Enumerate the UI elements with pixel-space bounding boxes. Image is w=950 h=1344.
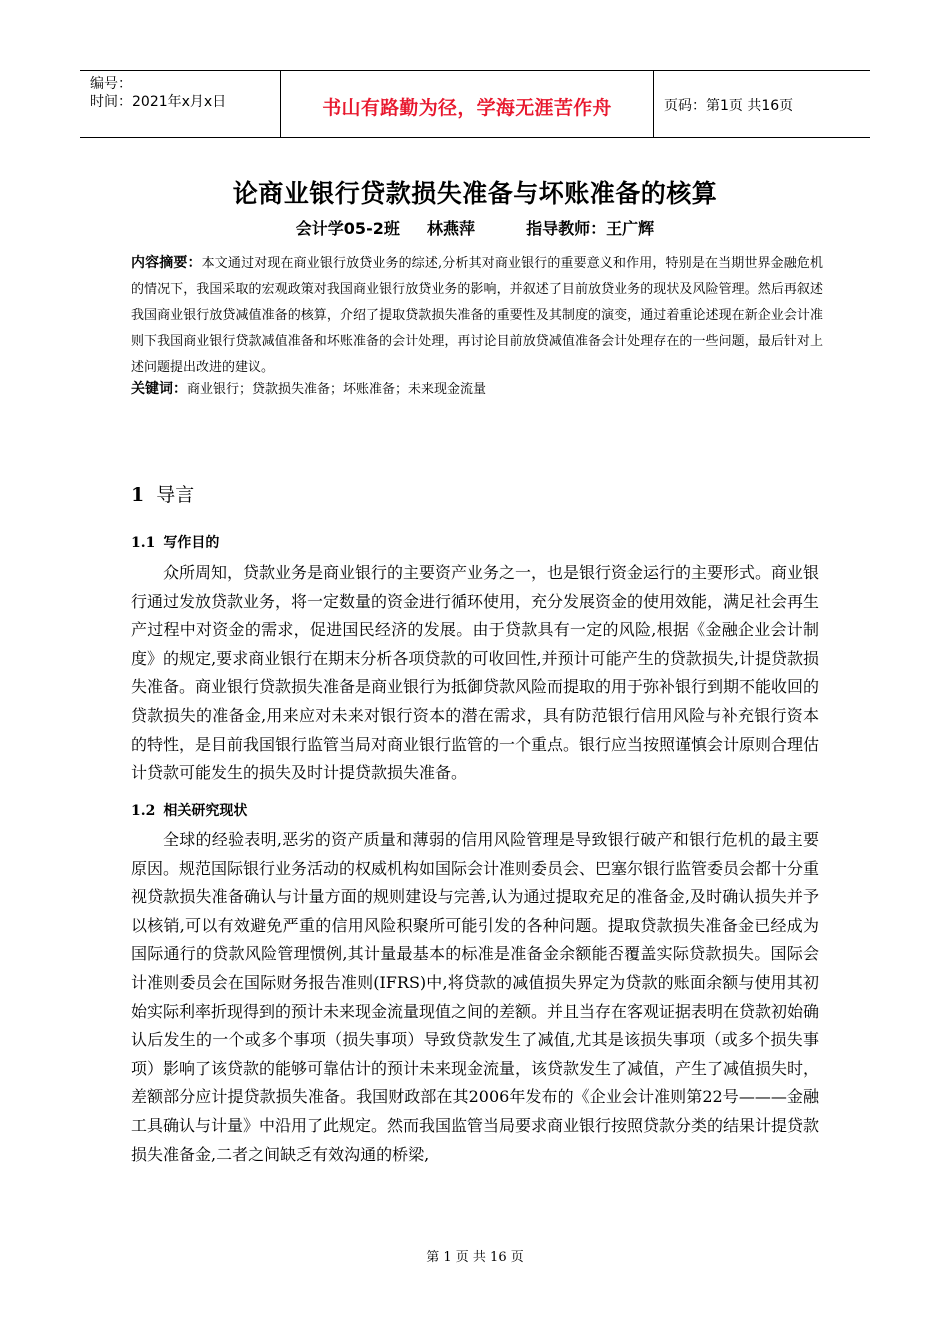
paragraph: 全球的经验表明,恶劣的资产质量和薄弱的信用风险管理是导致银行破产和银行危机的最主要原因。规范国际银行业务活动的权威机构如国际会计准则委员会、巴塞尔银行监管委员会都十分重视贷款损失准备确认与计量方面的规则建设与完善,认为通过提取充足的准备金,及时确认损失并予以核销,可以有效避免严重的信用风险积聚所可能引发的各种问题。提取贷款损失准备金已经成为国际通行的贷款风险管理惯例,其计量最基本的标准是准备金余额能否覆盖实际贷款损失。国际会计准则委员会在国际财务报告准则(IFRS)中,将贷款的减值损失界定为贷款的账面余额与使用其初始实际利率折现得到的预计未来现金流量现值之间的差额。并且当存在客观证据表明在贷款初始确认后发生的一个或多个事项（损失事项）导致贷款发生了减值,尤其是该损失事项（或多个损失事项）影响了该贷款的能够可靠估计的预计未来现金流量，该贷款发生了减值，产生了减值损失时，差额部分应计提贷款损失准备。我国财政部在其2006年发布的《企业会计准则第22号———金融工具确认与计量》中沿用了此规定。然而我国监管当局要求商业银行按照贷款分类的结果计提贷款损失准备金,二者之间缺乏有效沟通的桥梁, (131, 830, 820, 1164)
header-right-cell (654, 71, 870, 137)
subsection-title: 写作目的 (163, 535, 220, 551)
paragraph: 众所周知，贷款业务是商业银行的主要资产业务之一，也是银行资金运行的主要形式。商业银行通过发放贷款业务，将一定数量的资金进行循环使用，充分发展资金的使用效能，满足社会再生产过程中对资金的需求，促进国民经济的发展。由于贷款具有一定的风险,根据《金融企业会计制度》的规定,要求商业银行在期末分析各项贷款的可收回性,并预计可能产生的贷款损失,计提贷款损失准备。商业银行贷款损失准备是商业银行为抵御贷款风险而提取的用于弥补银行到期不能收回的贷款损失的准备金,用来应对未来对银行资本的潜在需求，具有防范银行信用风险与补充银行资本的特性，是目前我国银行监管当局对商业银行监管的一个重点。银行应当按照谨慎会计原则合理估计贷款可能发生的损失及时计提贷款损失准备。 (131, 563, 820, 783)
section-title: 导言 (156, 484, 195, 506)
abstract (131, 250, 823, 381)
subsection-heading (131, 800, 247, 820)
advisor: 指导教师：王广辉 (526, 219, 655, 238)
byline (0, 216, 950, 239)
section-heading (131, 480, 194, 507)
abstract-text: 本文通过对现在商业银行放贷业务的综述,分析其对商业银行的重要意义和作用，特别是在当期世界金融危机的情况下，我国采取的宏观政策对我国商业银行放贷业务的影响，并叙述了目前放贷业务的现状及风险管理。然后再叙述我国商业银行放贷减值准备的核算，介绍了提取贷款损失准备的重要性及其制度的演变，通过着重论述现在新企业会计准则下我国商业银行贷款减值准备和坏账准备的会计处理，再讨论目前放贷减值准备会计处理存在的一些问题，最后针对上述问题提出改进的建议。 (131, 256, 824, 375)
abstract-label: 内容摘要： (131, 255, 202, 271)
keywords-text: 商业银行；贷款损失准备；坏账准备；未来现金流量 (187, 382, 487, 397)
motto: 书山有路勤为径，学海无涯苦作舟 (322, 97, 612, 119)
subsection-title: 相关研究现状 (163, 803, 248, 819)
subsection-heading (131, 532, 219, 552)
class-name: 会计学05-2班 (295, 219, 400, 238)
header-left-cell (80, 71, 281, 137)
paper-title: 论商业银行贷款损失准备与坏账准备的核算 (232, 179, 718, 208)
keywords-label: 关键词： (131, 381, 187, 397)
subsection-number: 1.1 (131, 535, 156, 551)
page-footer: 第 1 页 共 16 页 (426, 1250, 524, 1265)
page-header (80, 70, 870, 138)
subsection-number: 1.2 (131, 803, 156, 819)
date-label: 时间：2021年x月x日 (90, 94, 227, 110)
header-motto-cell (281, 71, 654, 137)
number-label: 编号： (90, 76, 132, 92)
section-number: 1 (131, 484, 145, 506)
keywords (131, 376, 823, 403)
author-name: 林燕萍 (427, 219, 476, 238)
page-info: 页码：第1页 共16页 (664, 98, 794, 114)
